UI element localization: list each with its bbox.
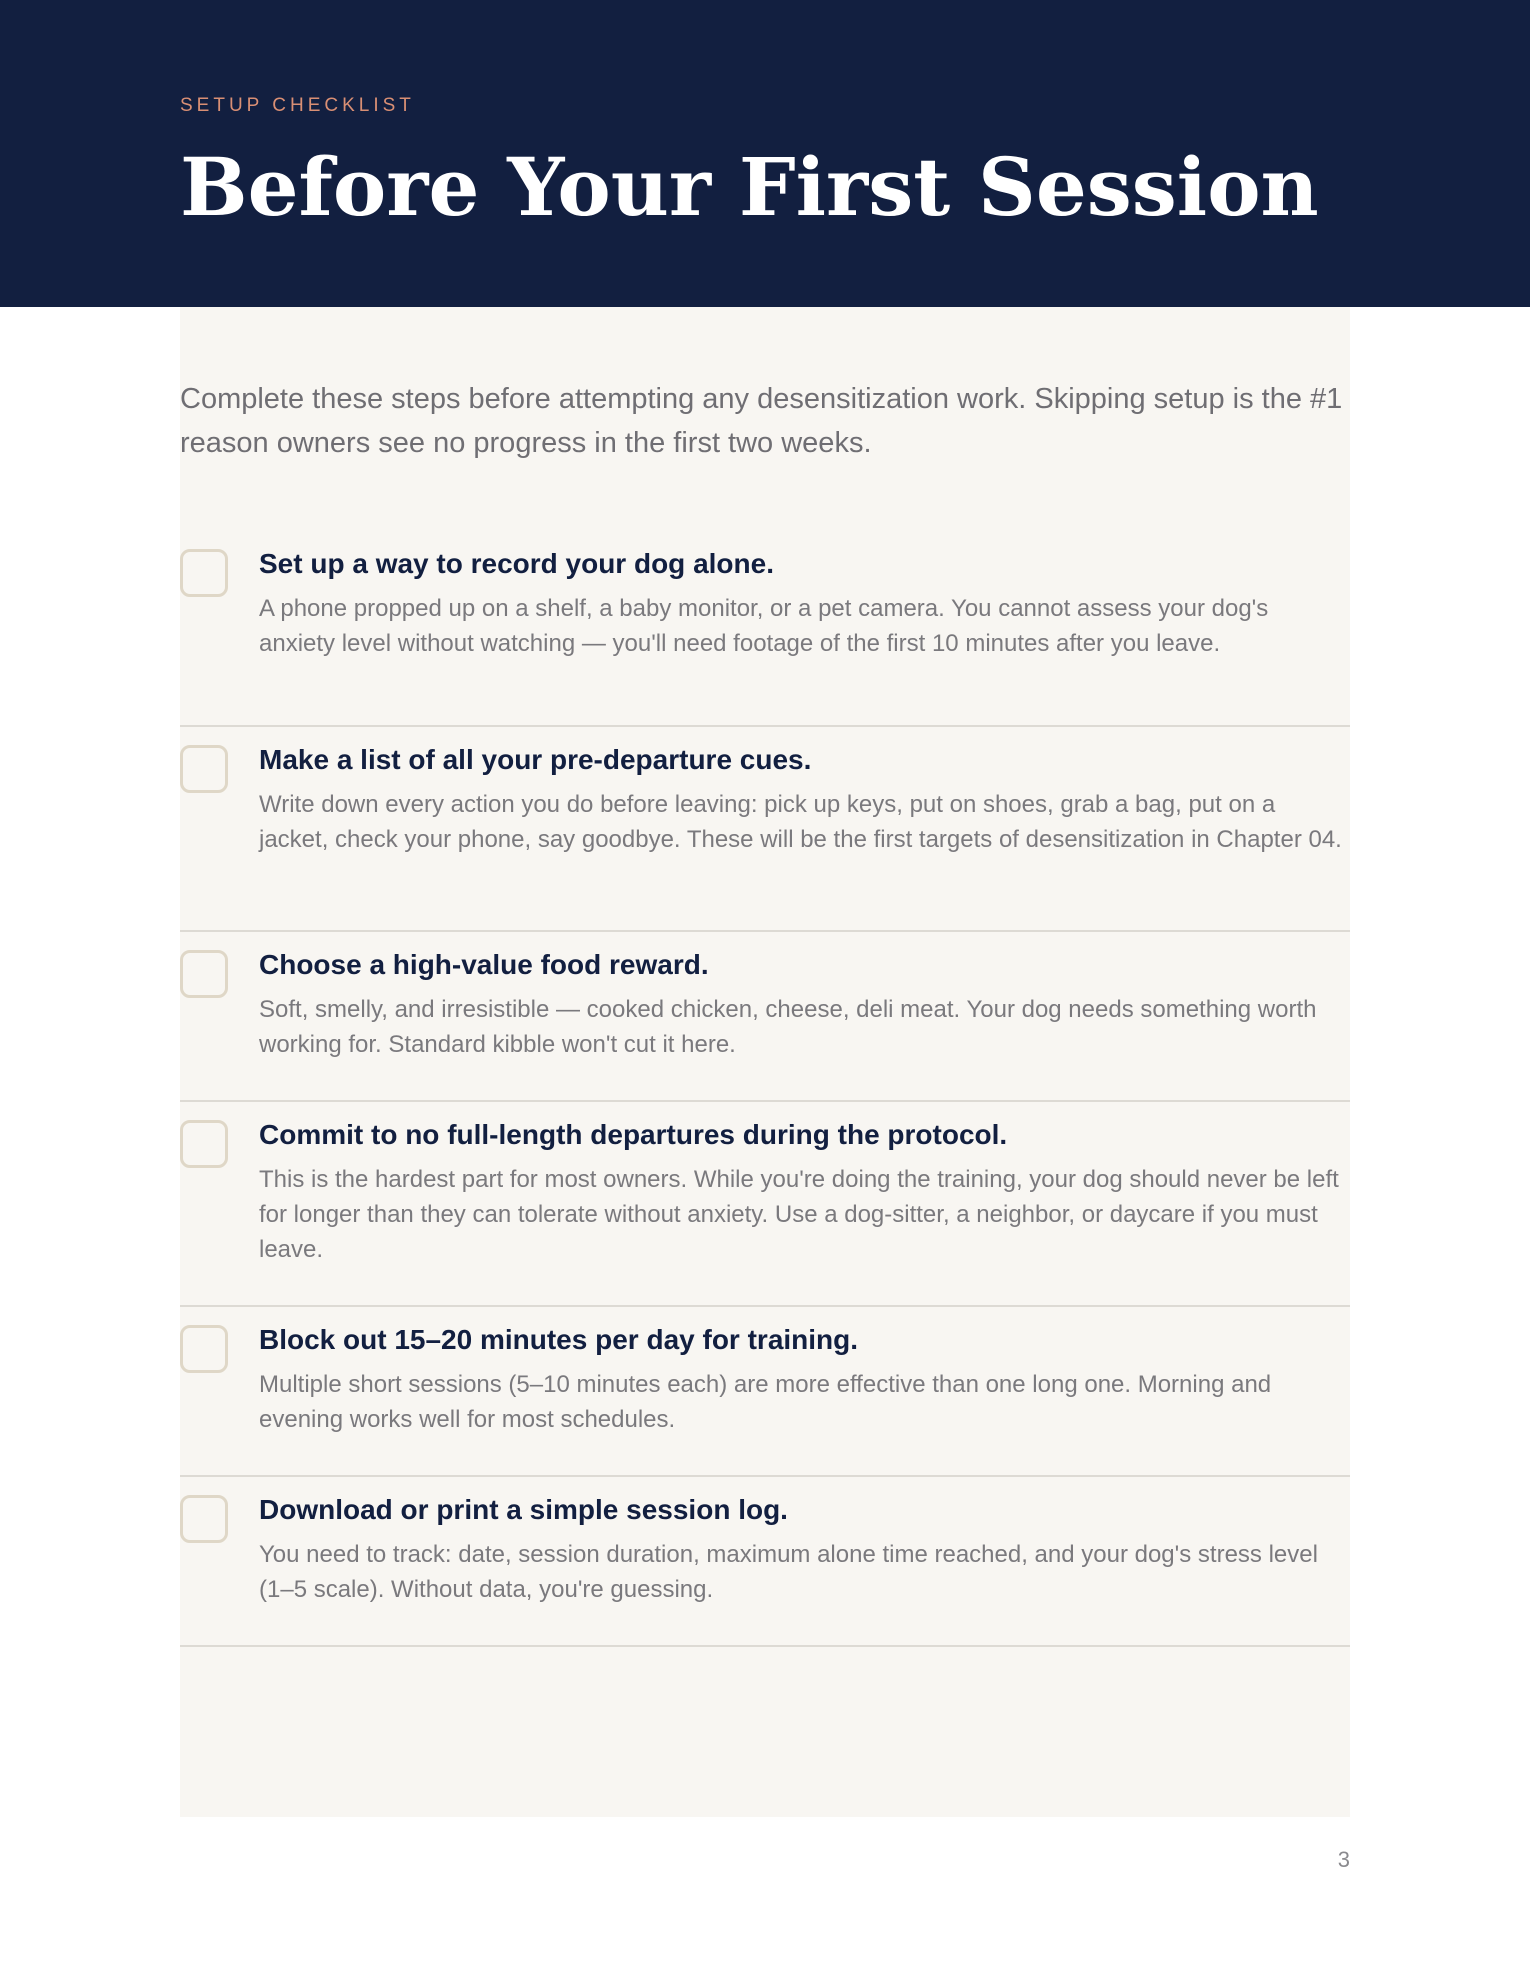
checklist-item-description: Write down every action you do before leaving: pick up keys, put on shoes, grab a bag, put on a jacket, check your phone, say goodbye. These will be the first targets of desensitization in Chapter 04.	[259, 791, 1342, 853]
section-eyebrow: SETUP CHECKLIST	[180, 95, 415, 116]
checkbox[interactable]	[180, 745, 228, 793]
checklist-item-description: You need to track: date, session duration, maximum alone time reached, and your dog's stress level (1–5 scale). Without data, you're guessing.	[259, 1541, 1318, 1603]
checkbox[interactable]	[180, 1325, 228, 1373]
checklist-item-description: Soft, smelly, and irresistible — cooked chicken, cheese, deli meat. Your dog needs something worth working for. Standard kibble won't cut it here.	[259, 996, 1317, 1058]
page-header	[0, 0, 1530, 307]
checklist-item-training-time	[180, 1307, 1350, 1477]
checklist-item-title: Make a list of all your pre-departure cues.	[259, 744, 812, 775]
checklist-item-title: Commit to no full-length departures during the protocol.	[259, 1119, 1008, 1150]
checklist-item-description: This is the hardest part for most owners. While you're doing the training, your dog should never be left for longer than they can tolerate without anxiety. Use a dog-sitter, a neighbor, or daycare if you must leave.	[259, 1166, 1339, 1263]
checklist-item-no-full-departures	[180, 1102, 1350, 1307]
checklist-item-session-log	[180, 1477, 1350, 1647]
intro-paragraph: Complete these steps before attempting any desensitization work. Skipping setup is the #1 reason owners see no progress in the first two weeks.	[180, 383, 1343, 459]
page-title: Before Your First Session	[180, 140, 1319, 234]
checklist-item-food-reward	[180, 932, 1350, 1102]
checkbox[interactable]	[180, 549, 228, 597]
checklist-item-title: Block out 15–20 minutes per day for training.	[259, 1324, 859, 1355]
checklist-item-departure-cues	[180, 727, 1350, 932]
page-number: 3	[1337, 1847, 1350, 1872]
checklist-item-description: Multiple short sessions (5–10 minutes each) are more effective than one long one. Morning and evening works well for most schedules.	[259, 1371, 1272, 1433]
checklist-item-description: A phone propped up on a shelf, a baby monitor, or a pet camera. You cannot assess your dog's anxiety level without watching — you'll need footage of the first 10 minutes after you leave.	[259, 595, 1269, 657]
checklist-item-title: Set up a way to record your dog alone.	[259, 548, 774, 579]
checklist-item-record-dog	[180, 531, 1350, 727]
checklist-item-title: Choose a high-value food reward.	[259, 949, 709, 980]
checkbox[interactable]	[180, 1120, 228, 1168]
checklist-item-title: Download or print a simple session log.	[259, 1494, 788, 1525]
checkbox[interactable]	[180, 1495, 228, 1543]
checkbox[interactable]	[180, 950, 228, 998]
